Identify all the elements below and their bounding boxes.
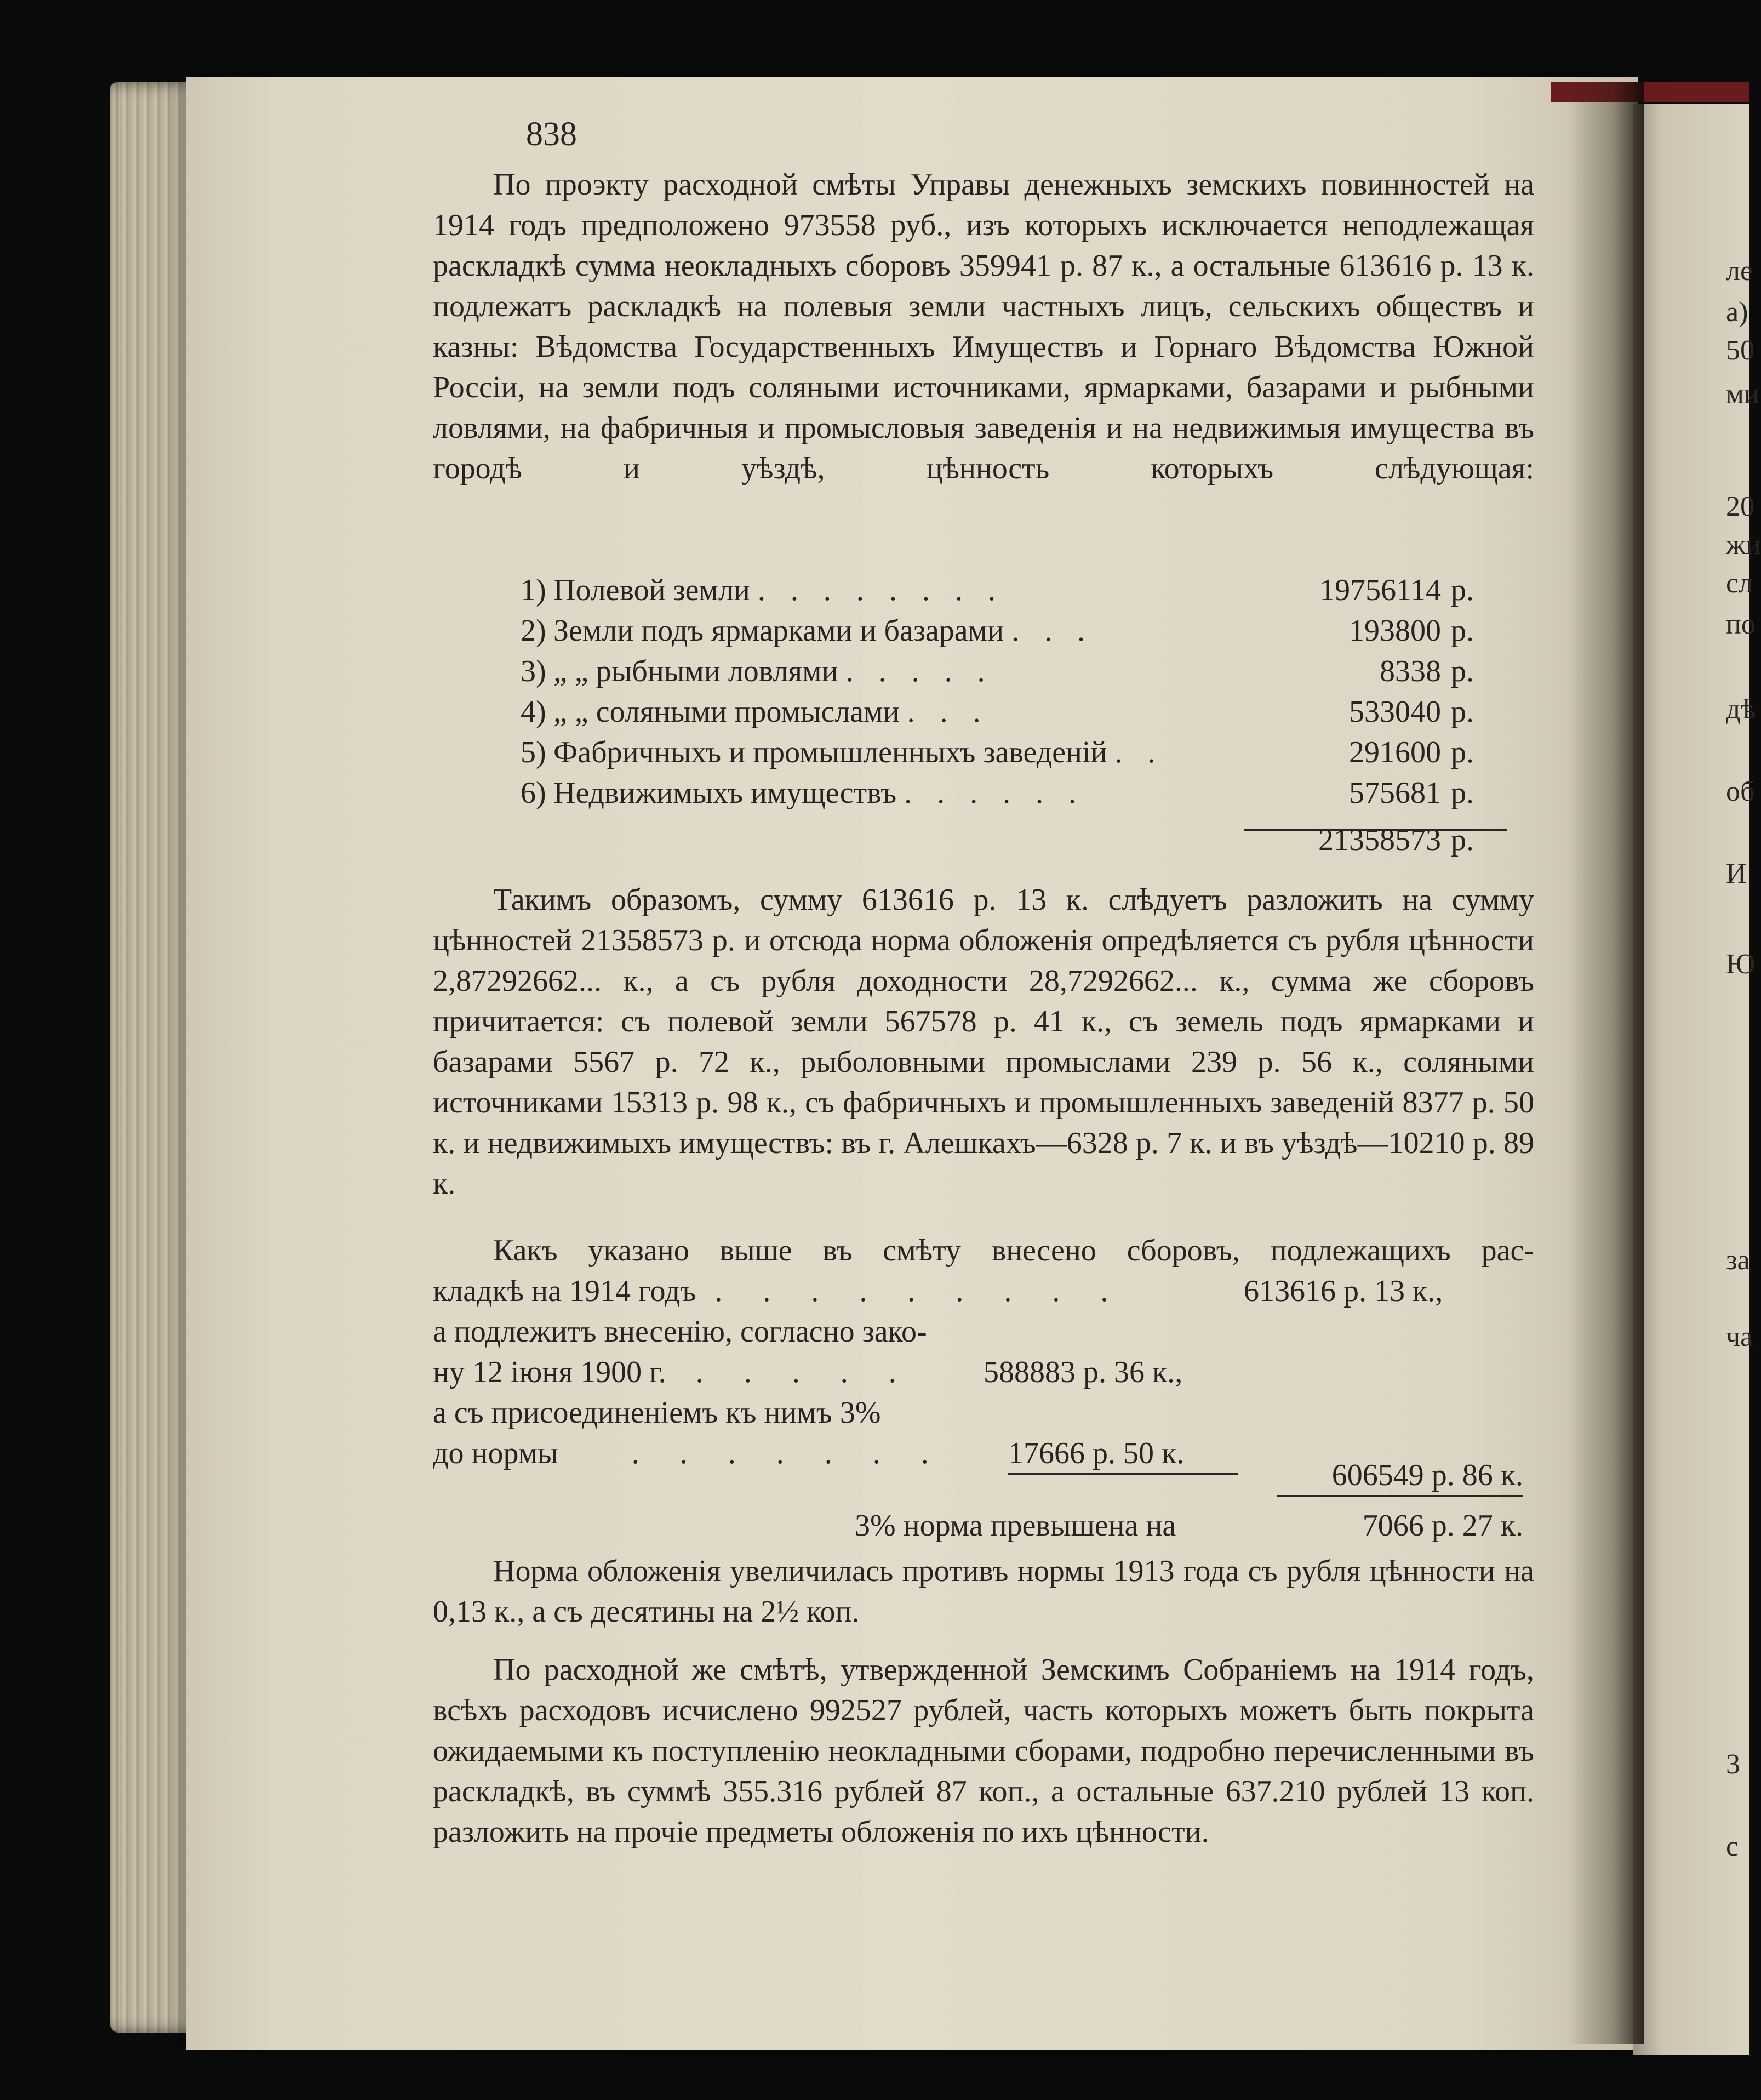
item-number: 4) [521,695,546,729]
gutter-shadow [1567,82,1644,2044]
item-unit: р. [1451,695,1474,729]
fragment: 20 [1726,491,1754,522]
item-label: „ „ рыбными ловлями . . . . . [553,654,994,688]
item-value: 575681 [1349,776,1441,810]
item-value: 8338 [1380,654,1441,688]
calc-line-1: Какъ указано выше въ смѣту внесено сборовъ, подлежащихъ рас- [493,1234,1534,1268]
item-value: 533040 [1349,695,1441,729]
valuation-row [521,775,1474,816]
calc-line-3: а подлежитъ внесенію, согласно зако- [433,1315,927,1349]
fragment: И [1726,858,1747,889]
fragment: 50 [1726,335,1754,366]
calc-line-4: ну 12 іюня 1900 г. . . . . . [433,1355,913,1389]
sum-rule [1244,829,1507,831]
item-unit: р. [1451,614,1474,648]
calc-excess-label: 3% норма превышена на [855,1509,1176,1543]
item-value: 19756114 [1319,573,1441,607]
item-number: 2) [521,614,546,648]
item-unit: р. [1451,573,1474,607]
paragraph-increase: Норма обложенія увеличилась противъ нормы 1913 года съ рубля цѣнности на 0,13 к., а съ десятины на 2½ коп. [433,1554,1534,1629]
item-unit: р. [1451,735,1474,769]
item-number: 1) [521,573,546,607]
item-label: „ „ соляными промыслами . . . [553,695,990,729]
paragraph-expenses: По расходной же смѣтѣ, утвержденной Земскимъ Собраніемъ на 1914 годъ, всѣхъ расходовъ исчислено 992527 рублей, часть которыхъ можетъ быть покрыта ожидаемыми къ поступленію неокладными сборами, подробно перечисленными въ раскладкѣ, въ суммѣ 355.316 рублей 87 коп., а остальные 637.210 рублей 13 коп. разложить на прочіе предметы обложенія по ихъ цѣнности. [433,1653,1534,1849]
item-label: Полевой земли . . . . . . . . [553,573,1004,607]
calc-line-6: до нормы . . . . . . . [433,1436,945,1470]
calc-value-three-percent: 17666 р. 50 к. [1008,1436,1238,1475]
item-label: Фабричныхъ и промышленныхъ заведеній . . [553,735,1164,769]
fragment: а) [1726,296,1748,328]
fragment: сл [1726,568,1753,599]
fragment: ча [1726,1321,1753,1353]
fragment: за [1726,1245,1750,1276]
paragraph-estimate: По проэкту расходной смѣты Управы денежныхъ земскихъ повинностей на 1914 годъ предположено 973558 руб., изъ которыхъ исключается неподлежащая раскладкѣ сумма неокладныхъ сборовъ 359941 р. 87 к., а остальные 613616 р. 13 к. подлежатъ раскладкѣ на полевыя земли частныхъ лицъ, сельскихъ обществъ и казны: Вѣдомства Государственныхъ Имуществъ и Горнаго Вѣдомства Южной Россіи, на земли подъ соляными источниками, ярмарками, базарами и рыбными ловлями, на фабричныя и промысловыя заведенія и на недвижимыя имущества въ городѣ и уѣздѣ, цѣнность которыхъ слѣдующая: [433,168,1534,486]
item-number: 6) [521,776,546,810]
item-number: 5) [521,735,546,769]
item-unit: р. [1451,776,1474,810]
fragment: ми [1726,379,1759,410]
calc-excess-value: 7066 р. 27 к. [1362,1509,1523,1543]
total-unit: р. [1451,823,1474,857]
item-label: Недвижимыхъ имуществъ . . . . . . [553,776,1085,810]
valuation-row [521,613,1474,654]
calc-value-assessed: 613616 р. 13 к., [1244,1274,1443,1308]
valuation-list [521,573,1474,863]
item-unit: р. [1451,654,1474,688]
fragment: по [1726,609,1756,640]
fragment: Ю [1726,949,1756,980]
item-value: 193800 [1349,614,1441,648]
item-label: Земли подъ ярмарками и базарами . . . [553,614,1094,648]
fragment: ле [1726,255,1753,287]
fragment: об [1726,776,1755,807]
calc-value-law: 588883 р. 36 к., [984,1355,1183,1389]
valuation-row [521,694,1474,735]
total-value: 21358573 [1318,823,1441,857]
valuation-row [521,573,1474,613]
calc-line-2: кладкѣ на 1914 годъ . . . . . . . . . [433,1274,1125,1308]
item-value: 291600 [1349,735,1441,769]
calc-sum-value: 606549 р. 86 к. [1277,1458,1523,1497]
valuation-row [521,735,1474,775]
item-number: 3) [521,654,546,688]
page-number: 838 [526,116,577,153]
fragment: дѣ [1726,694,1756,725]
fragment: жи [1726,529,1761,561]
fragment: с [1726,1831,1739,1862]
paragraph-norm: Такимъ образомъ, сумму 613616 р. 13 к. слѣдуетъ разложить на сумму цѣнностей 21358573 р. и отсюда норма обложенія опредѣляется съ рубля цѣнности 2,87292662... к., а съ рубля доходности 28,7292662... к., сумма же сборовъ причитается: съ полевой земли 567578 р. 41 к., съ земель подъ ярмарками и базарами 5567 р. 72 к., рыболовными промыслами 239 р. 56 к., соляными источниками 15313 р. 98 к., съ фабричныхъ и промышленныхъ заведеній 8377 р. 50 к. и недвижимыхъ имуществъ: въ г. Алешкахъ—6328 р. 7 к. и въ уѣздѣ—10210 р. 89 к. [433,883,1534,1201]
calc-line-5: а съ присоединеніемъ къ нимъ 3% [433,1396,881,1430]
fragment: 3 [1726,1749,1740,1780]
valuation-row [521,654,1474,694]
